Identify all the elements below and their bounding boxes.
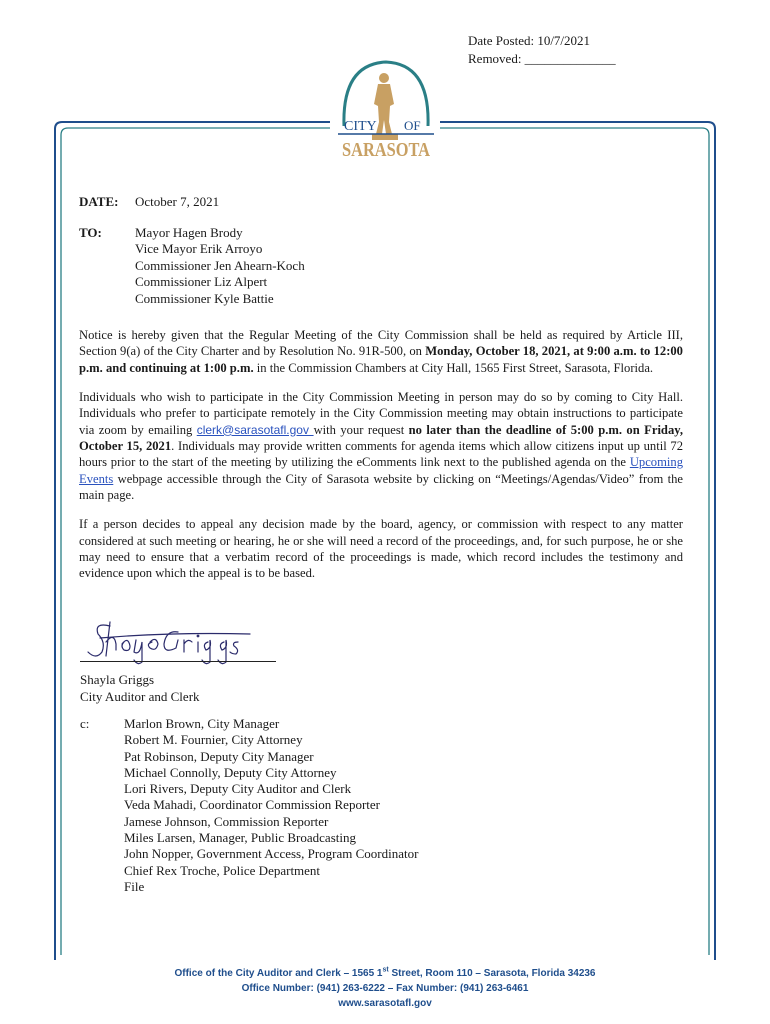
signer-block <box>80 672 200 705</box>
logo-sarasota-text: SARASOTA <box>342 139 431 161</box>
cc-recipient: Michael Connolly, Deputy City Attorney <box>124 764 337 780</box>
participation-paragraph: Individuals who wish to participate in the City Commission Meeting in person may do so by coming to City Hall. Individuals who prefer to participate remotely in the City Commission meeting may obtain instructions to participate via zoom by emailing clerk@sarasotafl.gov with your request no later than the deadline of 5:00 p.m. on Friday, October 15, 2021. Individuals may provide written comments for agenda items which allow citizens input up until 72 hours prior to the start of the meeting by utilizing the eComments link next to the published agenda on the Upcoming Events webpage accessible through the City of Sarasota website by clicking on “Meetings/Agendas/Video” from the main page. <box>79 389 683 503</box>
recipient-list <box>135 225 305 308</box>
logo-of-text: OF <box>404 118 421 133</box>
cc-recipient: John Nopper, Government Access, Program Coordinator <box>124 846 419 862</box>
footer-website[interactable]: www.sarasotafl.gov <box>338 998 432 1009</box>
cc-label: c: <box>80 716 90 731</box>
signer-name: Shayla Griggs <box>80 672 155 687</box>
meeting-notice-paragraph: Notice is hereby given that the Regular Meeting of the City Commission shall be held as required by Article III, Section 9(a) of the City Charter and by Resolution No. 91R-500, on Monday, October 18, 2021, at 9:00 a.m. to 12:00 p.m. and continuing at 1:00 p.m. in the Commission Chambers at City Hall, 1565 First Street, Sarasota, Florida. <box>79 328 683 375</box>
memo-body <box>79 194 683 594</box>
footer-address: Office of the City Auditor and Clerk – 1565 1st Street, Room 110 – Sarasota, Florida 34236 <box>174 966 596 979</box>
recipient: Mayor Hagen Brody <box>135 224 243 240</box>
deadline-text: no later than the deadline of 5:00 p.m. on Friday, October 15, 2021 <box>79 422 683 454</box>
office-footer <box>0 966 770 1011</box>
cc-recipient: Veda Mahadi, Coordinator Commission Reporter <box>124 797 380 813</box>
cc-recipient: Marlon Brown, City Manager <box>124 716 280 731</box>
cc-recipient: Lori Rivers, Deputy City Auditor and Clerk <box>124 781 352 797</box>
cc-recipient: Miles Larsen, Manager, Public Broadcasting <box>124 830 356 846</box>
date-label: DATE: <box>79 194 119 209</box>
date-posted: Date Posted: 10/7/2021 <box>468 33 591 48</box>
footer-phone: Office Number: (941) 263-6222 – Fax Number: (941) 263-6461 <box>241 983 529 994</box>
recipient: Vice Mayor Erik Arroyo <box>135 241 263 256</box>
handwritten-signature <box>80 612 280 666</box>
date-row <box>79 194 683 211</box>
signer-title: City Auditor and Clerk <box>80 688 200 704</box>
meeting-datetime: Monday, October 18, 2021, at 9:00 a.m. to 12:00 p.m. and continuing at 1:00 p.m. <box>79 344 683 375</box>
signature-line <box>80 661 276 662</box>
to-row <box>79 225 683 308</box>
cc-recipient: Chief Rex Troche, Police Department <box>124 862 321 878</box>
cc-recipient: Jamese Johnson, Commission Reporter <box>124 813 329 829</box>
date-value: October 7, 2021 <box>135 194 220 209</box>
appeal-paragraph: If a person decides to appeal any decision made by the board, agency, or commission with respect to any matter considered at such meeting or hearing, he or she will need a record of the proceedings, and, for such purpose, he or she may need to ensure that a verbatim record of the proceedings is made, which record includes the testimony and evidence upon which the appeal is to be based. <box>79 517 683 581</box>
cc-list <box>124 716 418 895</box>
city-of-sarasota-logo <box>334 56 438 166</box>
logo-city-text: CITY <box>344 119 377 134</box>
recipient: Commissioner Liz Alpert <box>135 274 268 289</box>
upcoming-events-link[interactable]: Upcoming Events <box>79 455 683 486</box>
clerk-email-link[interactable]: clerk@sarasotafl.gov <box>196 422 314 437</box>
recipient: Commissioner Jen Ahearn-Koch <box>135 257 305 273</box>
cc-recipient: Pat Robinson, Deputy City Manager <box>124 748 314 764</box>
cc-recipient: File <box>124 878 145 894</box>
cc-recipient: Robert M. Fournier, City Attorney <box>124 732 303 748</box>
removed-line: Removed: ______________ <box>468 51 616 66</box>
to-label: TO: <box>79 224 102 240</box>
recipient: Commissioner Kyle Battie <box>135 290 274 306</box>
posting-info <box>468 32 616 68</box>
